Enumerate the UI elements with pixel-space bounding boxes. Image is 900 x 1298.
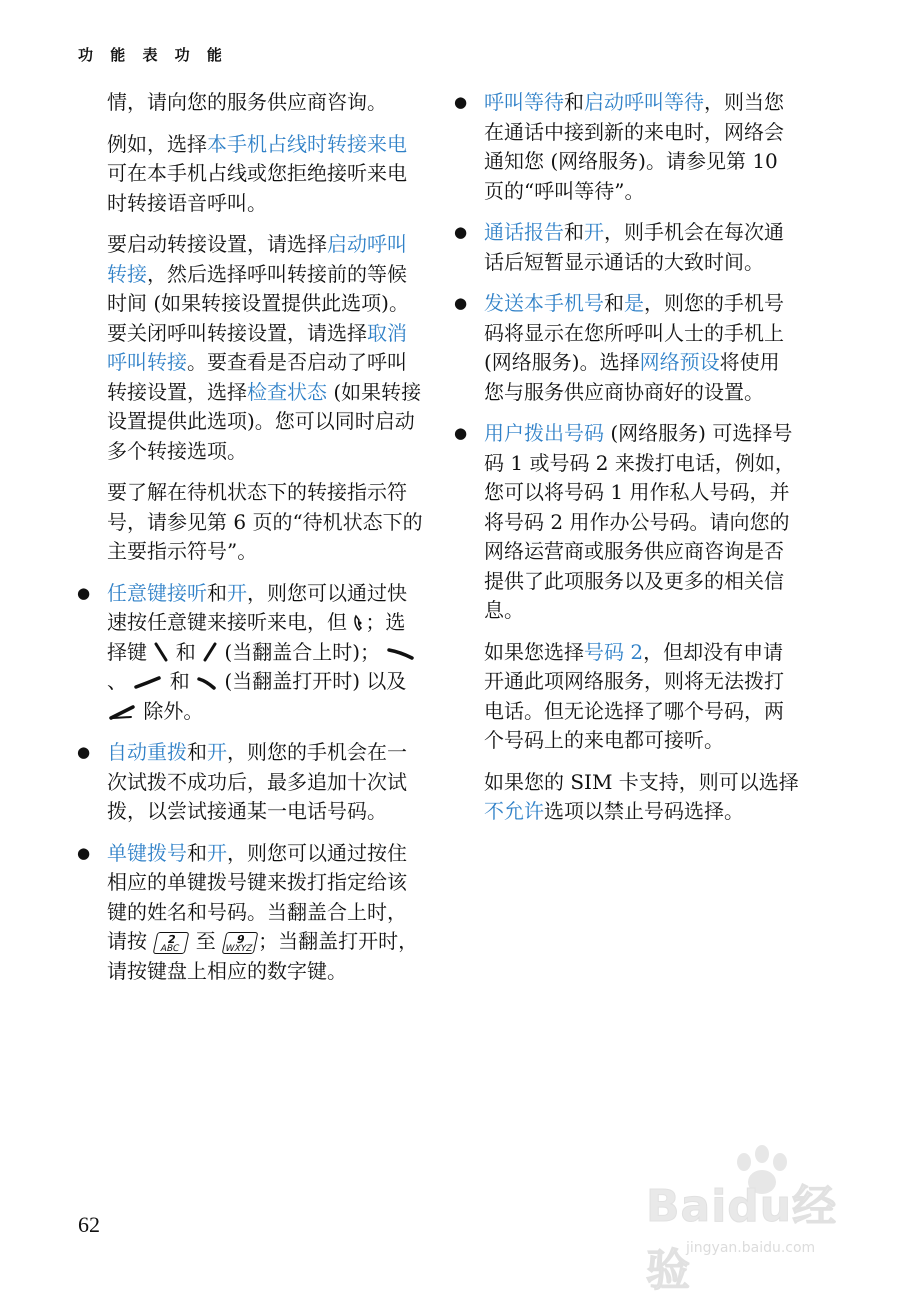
menu-option-link: 单键拨号 — [107, 840, 187, 865]
right-column — [454, 88, 799, 839]
text: 例如，选择 — [107, 131, 207, 156]
menu-option-link: 发送本手机号 — [484, 291, 604, 315]
text: ，则您的手机号码将显示在您所呼叫人士的手机上 (网络服务)。选择 — [484, 291, 784, 374]
menu-option-link: 不允许 — [484, 799, 544, 823]
text: 和 — [169, 669, 190, 693]
list-item — [454, 419, 799, 626]
text: 和 — [187, 740, 207, 764]
list-item — [454, 289, 799, 407]
text: ，则手机会在每次通话后短暂显示通话的大致时间。 — [484, 220, 784, 274]
text: ；当翻盖打开时，请按键盘上相应的数字键。 — [107, 929, 419, 983]
text: 要启动转接设置，请选择 — [107, 232, 327, 256]
bullet-icon: ● — [77, 743, 91, 761]
menu-option-link: 自动重拨 — [107, 740, 187, 764]
key-2-icon — [153, 932, 190, 954]
paragraph: 要了解在待机状态下的转接指示符号，请参见第 6 页的“待机状态下的主要指示符号”。 — [107, 480, 423, 563]
text: 和 — [207, 580, 227, 605]
list-item — [454, 218, 799, 277]
list-item — [77, 579, 425, 727]
paragraph — [107, 130, 425, 219]
menu-option-link: 号码 2 — [584, 639, 644, 664]
menu-option-link: 开 — [227, 580, 247, 605]
text: 。要查看是否启动了呼叫转接设置，选择 — [107, 350, 407, 404]
key-9-icon — [222, 932, 259, 954]
text: ，但却没有申请开通此项网络服务，则将无法拨打电话。但无论选择了哪个号码，两个号码上的来电都可接听。 — [484, 639, 784, 752]
key-number: 2 — [166, 933, 178, 946]
menu-option-link: 呼叫等待 — [484, 90, 564, 114]
nav-key-icon — [196, 675, 218, 691]
bullet-icon: ● — [454, 424, 468, 442]
phone-icon — [353, 614, 365, 632]
right-softkey-icon — [202, 642, 218, 662]
watermark-logo-text: Baidu经验 — [646, 1181, 838, 1296]
text: ，然后选择呼叫转接前的等候时间 (如果转接设置提供此选项)。要关闭呼叫转接设置，请选择 — [107, 261, 409, 345]
text: 选项以禁止号码选择。 — [544, 799, 744, 823]
menu-option-link: 通话报告 — [484, 220, 564, 244]
call-key-icon — [133, 675, 163, 691]
list-item — [77, 738, 425, 827]
menu-option-link: 是 — [624, 291, 644, 315]
text: 至 — [195, 929, 216, 953]
text: (当翻盖打开时) 以及 — [218, 669, 407, 693]
text: ，则当您在通话中接到新的来电时，网络会通知您 (网络服务)。请参见第 10 页的“呼叫等待”。 — [484, 90, 784, 203]
text: ；选择键 — [107, 610, 406, 664]
paragraph — [107, 230, 425, 466]
text: ，则您可以通过按住相应的单键拨号键来拨打指定给该键的姓名和号码。当翻盖合上时，请按 — [107, 840, 407, 953]
key-number: 9 — [235, 933, 247, 946]
paragraph — [484, 768, 799, 827]
menu-option-link: 启动呼叫转接 — [107, 232, 407, 286]
text: 和 — [187, 840, 207, 865]
menu-option-link: 本手机占线时转接来电 — [207, 131, 407, 156]
text: ，则您可以通过快速按任意键来接听来电，但 — [107, 580, 407, 634]
text: 和 — [604, 291, 624, 315]
left-softkey-icon — [153, 642, 169, 662]
watermark — [626, 1140, 866, 1296]
menu-option-link: 用户拨出号码 — [484, 421, 604, 445]
list-item — [77, 839, 425, 987]
bullet-icon: ● — [77, 843, 91, 862]
menu-option-link: 网络预设 — [639, 350, 720, 374]
text: (网络服务) 可选择号码 1 或号码 2 来拨打电话，例如，您可以将号码 1 用作私人号码，并将号码 2 用作办公号码。请向您的网络运营商或服务供应商咨询是否提供了此项服务以及更多的相关信息。 — [484, 421, 795, 622]
key-letters: ABC — [159, 944, 181, 954]
menu-option-link: 开 — [207, 740, 227, 764]
text: 除外。 — [143, 698, 204, 723]
page-number: 62 — [78, 1212, 100, 1237]
list-item — [454, 88, 799, 206]
text: (当翻盖合上时)； — [218, 639, 381, 664]
menu-option-link: 启动呼叫等待 — [584, 90, 704, 114]
text: 和 — [175, 639, 196, 664]
menu-option-link: 任意键接听 — [107, 580, 207, 605]
menu-option-link: 检查状态 — [247, 379, 327, 404]
text: 和 — [564, 220, 584, 244]
end-key-icon — [386, 646, 416, 662]
text: 如果您的 SIM 卡支持，则可以选择 — [484, 769, 799, 794]
text: ，则您的手机会在一次试拨不成功后，最多追加十次试拨，以尝试接通某一电话号码。 — [107, 740, 407, 823]
text: 将使用您与服务供应商协商好的设置。 — [484, 350, 780, 404]
left-column — [77, 88, 425, 998]
bullet-icon: ● — [77, 583, 91, 602]
text: 如果您选择 — [484, 639, 584, 664]
page-header: 功 能 表 功 能 — [78, 46, 228, 64]
watermark-url: jingyan.baidu.com — [686, 1240, 816, 1256]
text: 、 — [107, 669, 127, 693]
text: 可在本手机占线或您拒绝接听来电时转接语音呼叫。 — [107, 161, 407, 215]
text: 和 — [564, 90, 584, 114]
menu-option-link: 取消呼叫转接 — [107, 320, 407, 374]
menu-option-link: 开 — [207, 840, 227, 865]
paragraph — [484, 638, 799, 756]
music-key-icon — [107, 703, 137, 721]
menu-option-link: 开 — [584, 220, 604, 244]
text: (如果转接设置提供此选项)。您可以同时启动多个转接选项。 — [107, 379, 422, 463]
bullet-icon: ● — [454, 93, 468, 111]
paragraph: 情，请向您的服务供应商咨询。 — [107, 90, 387, 114]
key-letters: WXYZ — [224, 944, 254, 954]
bullet-icon: ● — [454, 223, 468, 241]
bullet-icon: ● — [454, 294, 468, 312]
